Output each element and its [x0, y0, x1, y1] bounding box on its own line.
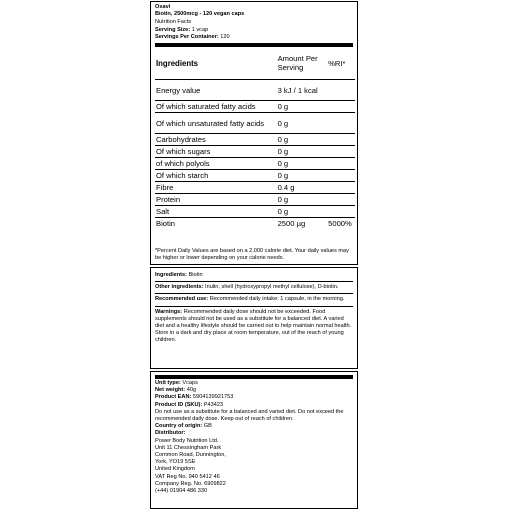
distributor-line: United Kingdom [155, 466, 195, 473]
row-name: Salt [155, 206, 277, 218]
serving-size-value: 1 vcap [191, 26, 209, 33]
row-ri [327, 206, 355, 218]
table-header-row [155, 47, 355, 80]
distributor-line: (+44) 01904 486 330 [155, 488, 208, 495]
table-row [155, 113, 355, 134]
row-amount: 0 g [277, 134, 328, 146]
row-name: Protein [155, 194, 277, 206]
table-row [155, 146, 355, 158]
warnings-text: Recommended daily dose should not be exceeded. Food supplements should not be used as a substitute for a balanced diet. A varied diet and a healthy lifestyle should be carried out to help maintain normal health. Store in a dark and dry place at room temperature, out of the reach of young children. [155, 308, 352, 344]
row-name: Energy value [155, 80, 277, 101]
warnings-section [155, 307, 353, 347]
distributor-line: VAT Reg No. 940 5412 46 [155, 473, 220, 480]
col-amount: Amount Per Serving [277, 47, 328, 80]
ingredients-text: Biotin [188, 272, 203, 278]
row-name: of which polyols [155, 158, 277, 170]
unit-type [155, 380, 353, 387]
table-row [155, 158, 355, 170]
distributor-line: Unit 11 Chessingham Park [155, 444, 222, 451]
ean-value: 5904139921753 [192, 394, 234, 401]
recommended-use-label: Recommended use: [155, 296, 209, 303]
servings-value: 120 [220, 33, 230, 40]
row-amount: 0 g [277, 113, 328, 134]
facts-header [151, 2, 357, 41]
table-row [155, 134, 355, 146]
product-details-panel [150, 371, 358, 509]
facts-title: Nutrition Facts [155, 19, 192, 26]
product-ean [155, 394, 353, 401]
other-ingredients-text: Inulin, shell (hydroxypropyl methyl cellulose), D-biotin. [205, 284, 339, 291]
other-ingredients-label: Other ingredients: [155, 284, 204, 291]
col-ingredients: Ingredients [155, 47, 277, 80]
product-title: Biotin, 2500mcg - 120 vegan caps [155, 11, 245, 18]
sku-label: Product ID (SKU): [155, 401, 203, 408]
table-row [155, 218, 355, 230]
row-amount: 2500 µg [277, 219, 306, 229]
warnings-label: Warnings: [155, 308, 183, 315]
row-amount: 0 g [277, 158, 328, 170]
usage-notice: Do not use as a substitute for a balanced and varied diet. Do not exceed the recommended daily dose. Keep out of reach of children. [155, 408, 344, 423]
row-name: Of which sugars [155, 146, 277, 158]
sku-value: P43423 [203, 401, 224, 408]
nutrition-table [155, 47, 355, 229]
recommended-use-section [155, 294, 353, 306]
origin-label: Country of origin: [155, 423, 203, 430]
distributor-label: Distributor: [155, 430, 186, 437]
row-name: Of which starch [155, 170, 277, 182]
row-ri [327, 113, 355, 134]
nutrition-facts-panel [150, 1, 358, 265]
distributor-line: Common Road, Dunnington, [155, 452, 226, 459]
table-row [155, 182, 355, 194]
row-ri [327, 182, 355, 194]
recommended-use-text: Recommended daily intake: 1 capsule, in the morning. [209, 296, 345, 303]
row-amount: 0 g [277, 170, 328, 182]
ingredients-section [155, 270, 353, 282]
country-of-origin [155, 423, 353, 430]
servings-label: Servings Per Container: [155, 33, 219, 40]
table-row [155, 101, 355, 113]
row-name: Carbohydrates [155, 134, 277, 146]
row-name: Of which unsaturated fatty acids [155, 113, 277, 134]
unit-type-value: Vcaps [182, 380, 198, 386]
distributor-line: Power Body Nutrition Ltd. [155, 437, 219, 444]
row-ri [327, 146, 355, 158]
ingredients-label: Ingredients: [155, 272, 188, 278]
product-sku [155, 402, 353, 409]
row-amount: 0 g [277, 101, 328, 113]
distributor-line: Company Reg. No. 6909822 [155, 480, 226, 487]
row-ri [327, 101, 355, 113]
row-amount: 0.4 g [277, 182, 328, 194]
distributor-line: York, YO19 5SE [155, 459, 196, 466]
net-weight-label: Net weight: [155, 387, 186, 394]
row-ri [327, 158, 355, 170]
row-ri: 5000% [328, 219, 352, 229]
row-amount: 3 kJ / 1 kcal [277, 80, 328, 101]
servings-per-container [155, 34, 353, 41]
brand-name: Osavi [155, 4, 171, 10]
row-ri [327, 170, 355, 182]
serving-size-label: Serving Size: [155, 26, 191, 33]
row-amount: 0 g [277, 146, 328, 158]
origin-value: GB [203, 423, 212, 430]
other-ingredients-section [155, 282, 353, 294]
row-amount: 0 g [277, 194, 328, 206]
table-row [155, 170, 355, 182]
serving-size [155, 27, 353, 34]
col-ri: %RI* [327, 47, 355, 80]
table-row [155, 206, 355, 218]
row-name: Fibre [155, 182, 277, 194]
table-row [155, 194, 355, 206]
ingredients-panel [150, 267, 358, 369]
row-amount: 0 g [277, 206, 328, 218]
row-name: Of which saturated fatty acids [155, 101, 277, 113]
row-ri [327, 194, 355, 206]
row-ri [327, 134, 355, 146]
ean-label: Product EAN: [155, 394, 192, 401]
net-weight [155, 387, 353, 394]
row-ri [327, 80, 355, 101]
net-weight-value: 40g [186, 387, 197, 394]
daily-value-footnote: *Percent Daily Values are based on a 2,000 calorie diet. Your daily values may be higher or lower depending on your calorie needs. [155, 248, 349, 262]
table-row [155, 80, 355, 101]
row-name: Biotin [156, 219, 175, 229]
unit-type-label: Unit type: [155, 380, 181, 386]
